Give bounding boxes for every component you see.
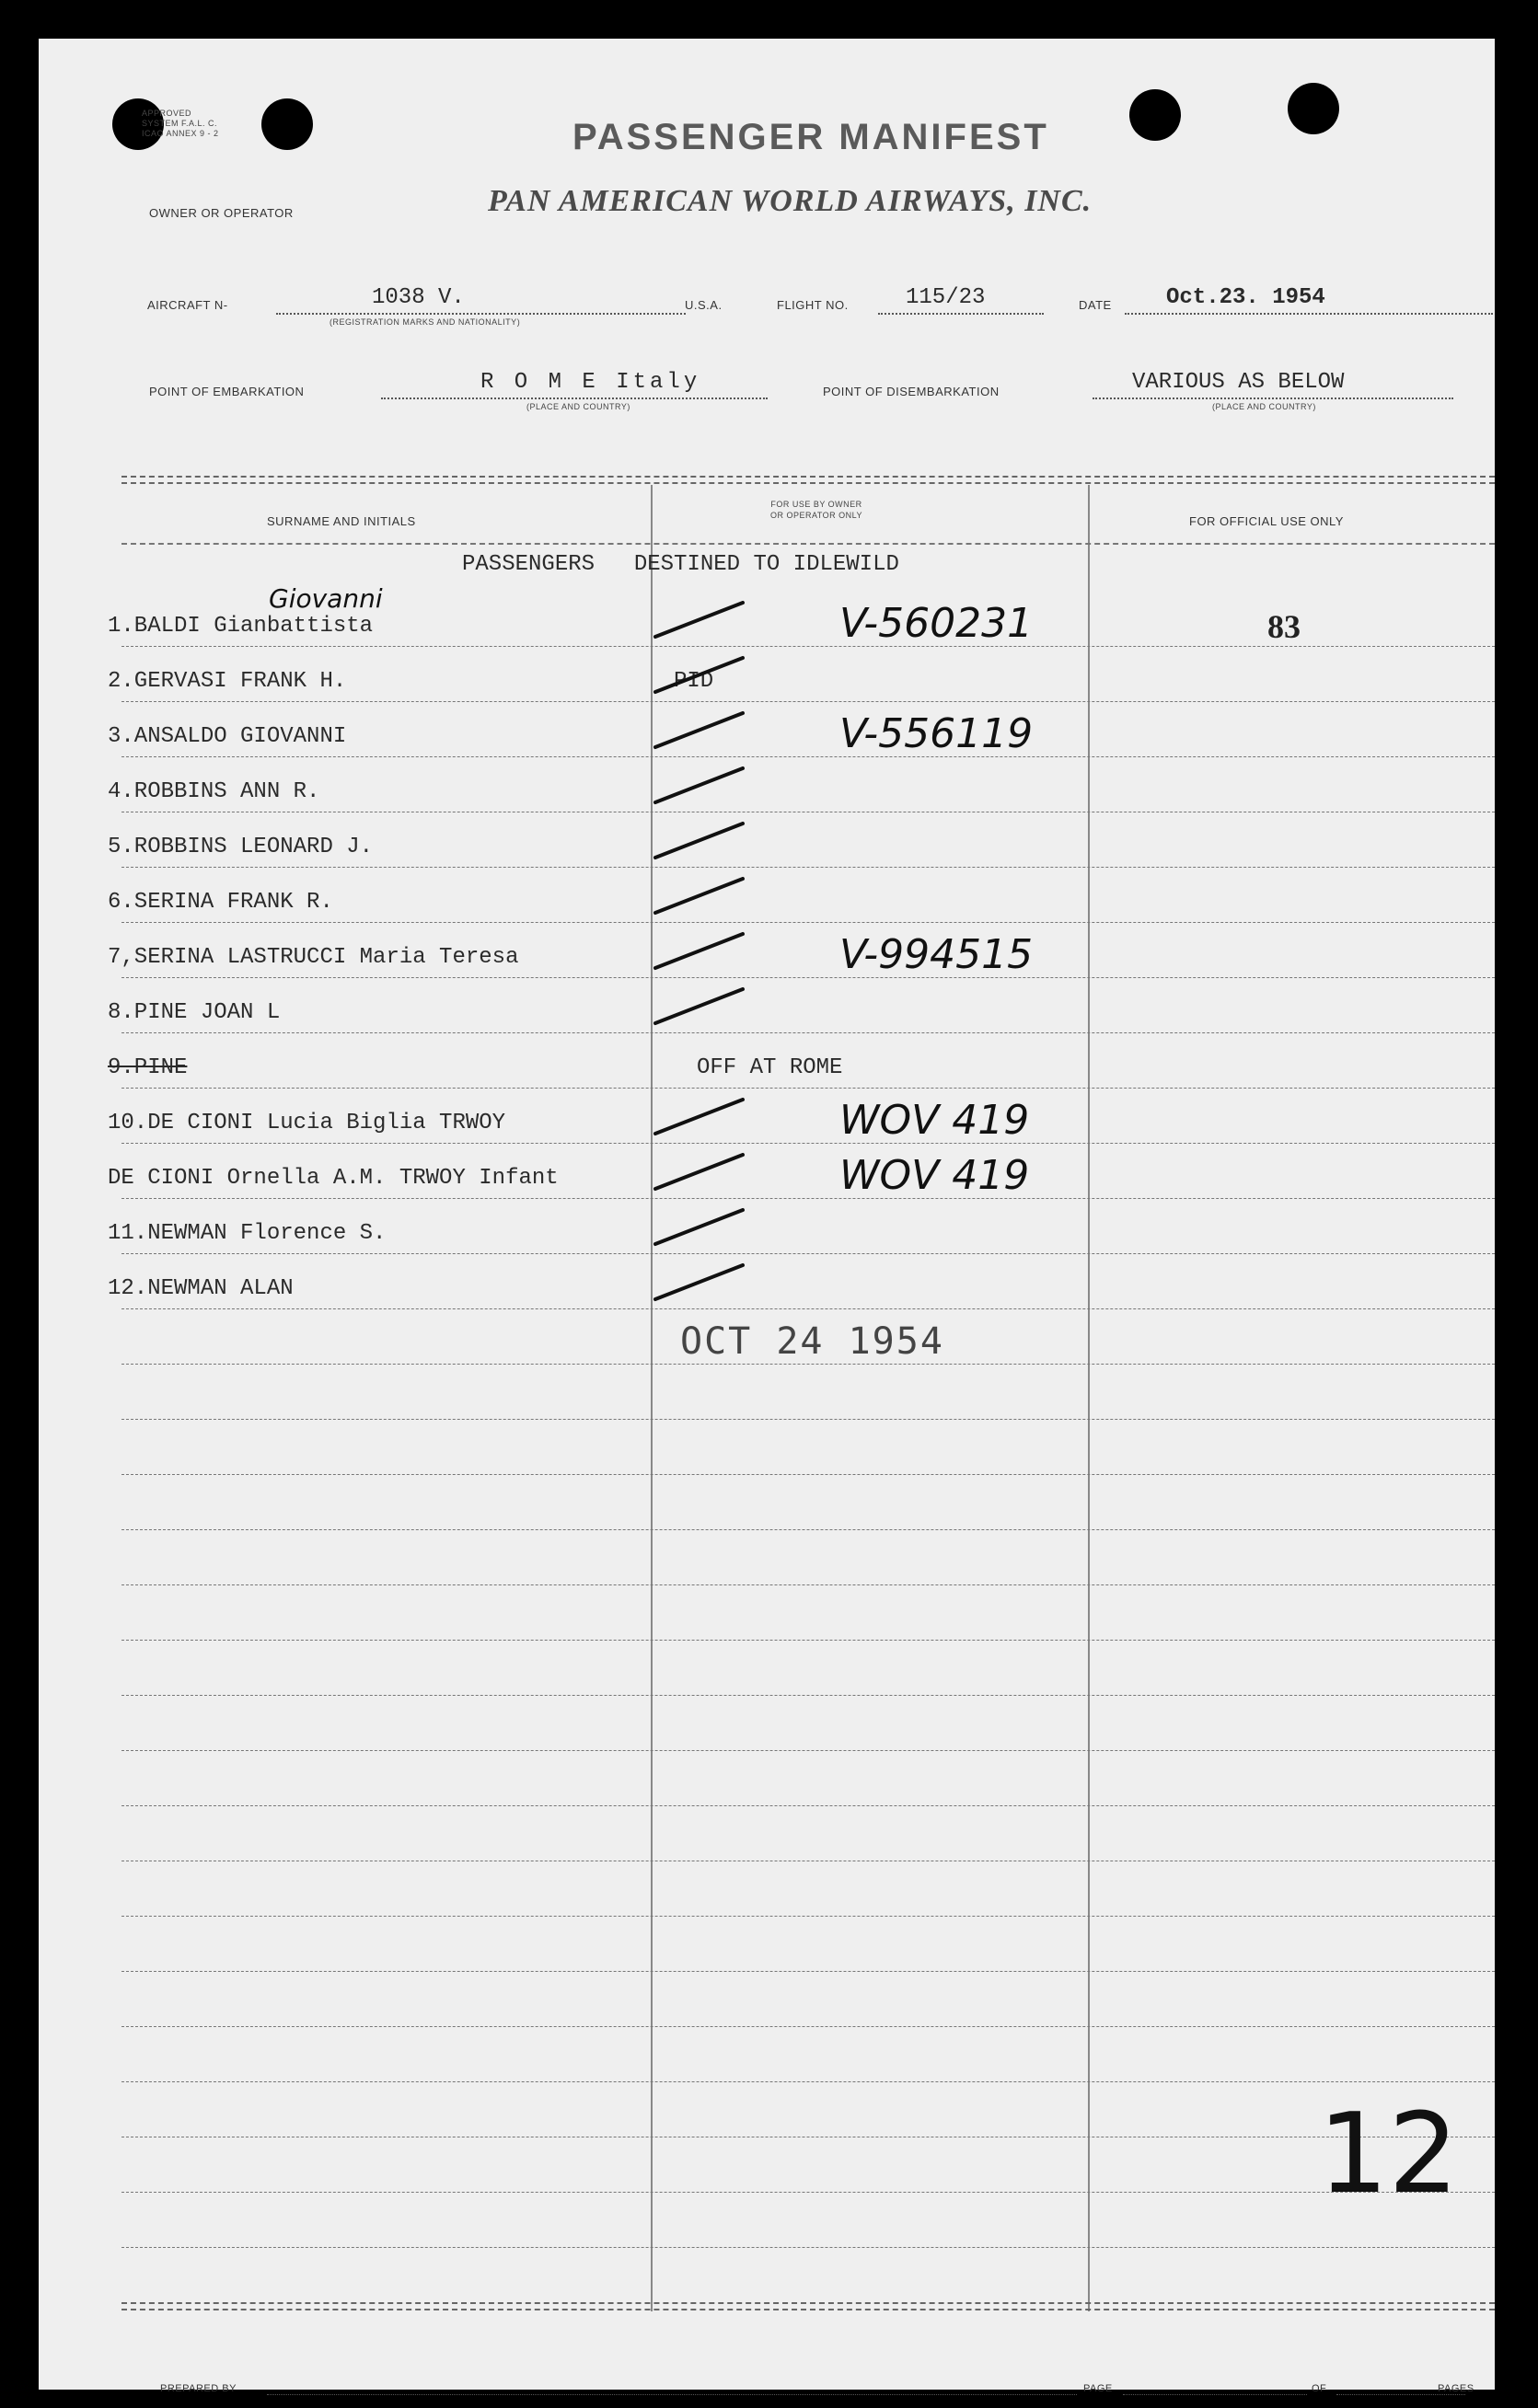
column-header-surname: SURNAME AND INITIALS <box>267 514 416 528</box>
ruled-line <box>121 756 1495 757</box>
column-header-owner-use <box>770 499 862 521</box>
ruled-line <box>121 1750 1495 1751</box>
ruled-line <box>121 1253 1495 1254</box>
approval-line: ICAO ANNEX 9 - 2 <box>142 129 219 138</box>
owner-label: OWNER OR OPERATOR <box>149 206 294 220</box>
ruled-line <box>121 1198 1495 1199</box>
column-header-official: FOR OFFICIAL USE ONLY <box>1189 514 1344 528</box>
passenger-name: 1.BALDI Gianbattista <box>108 614 374 639</box>
flight-value: 115/23 <box>906 285 986 310</box>
punch-hole <box>1129 89 1181 141</box>
page-label: PAGE <box>1083 2383 1113 2394</box>
date-stamp: OCT 24 1954 <box>680 1320 944 1363</box>
ruled-line <box>121 867 1495 868</box>
passenger-name: 9.PINE <box>108 1055 188 1080</box>
operator-name: PAN AMERICAN WORLD AIRWAYS, INC. <box>488 184 1093 218</box>
check-mark-icon <box>646 706 757 761</box>
pages-label: PAGES <box>1438 2383 1474 2394</box>
handwritten-code: WOV 419 <box>839 1097 1030 1144</box>
disembarkation-label: POINT OF DISEMBARKATION <box>823 385 1000 398</box>
manifest-page <box>39 39 1495 2394</box>
flight-label: FLIGHT NO. <box>777 298 849 312</box>
passenger-name: 7,SERINA LASTRUCCI Maria Teresa <box>108 945 519 970</box>
form-title: PASSENGER MANIFEST <box>572 117 1049 157</box>
ruled-line <box>121 646 1495 647</box>
ruled-line <box>121 1584 1495 1585</box>
column-divider <box>1088 485 1090 2311</box>
ruled-line <box>121 1419 1495 1420</box>
handwritten-code: WOV 419 <box>839 1152 1030 1199</box>
approval-line: SYSTEM F.A.L. C. <box>142 119 218 128</box>
handwritten-code: V-556119 <box>839 710 1034 757</box>
aircraft-value: 1038 V. <box>372 285 465 310</box>
of-label: OF <box>1312 2383 1327 2394</box>
passenger-name: 2.GERVASI FRANK H. <box>108 669 347 694</box>
official-number: 83 <box>1267 608 1301 645</box>
owner-use-line: OR OPERATOR ONLY <box>770 511 863 520</box>
ruled-line <box>121 1916 1495 1917</box>
check-mark-icon <box>646 816 757 871</box>
prepared-by-label: PREPARED BY <box>160 2383 237 2394</box>
registration-note: (REGISTRATION MARKS AND NATIONALITY) <box>330 317 521 327</box>
owner-note: PID <box>674 669 714 694</box>
ruled-line <box>121 977 1495 978</box>
check-mark-icon <box>646 595 757 651</box>
ruled-line <box>121 1308 1495 1309</box>
ruled-line <box>121 2192 1495 2193</box>
ruled-line <box>121 1529 1495 1530</box>
passenger-name: 10.DE CIONI Lucia Biglia TRWOY <box>108 1111 506 1135</box>
usa-label: U.S.A. <box>685 298 723 312</box>
passenger-name: 5.ROBBINS LEONARD J. <box>108 835 374 859</box>
passenger-name: 12.NEWMAN ALAN <box>108 1276 294 1301</box>
owner-note: OFF AT ROME <box>697 1055 843 1080</box>
check-mark-icon <box>646 1203 757 1258</box>
ruled-line <box>121 922 1495 923</box>
embarkation-label: POINT OF EMBARKATION <box>149 385 305 398</box>
ruled-line <box>121 2081 1495 2082</box>
passenger-name: 3.ANSALDO GIOVANNI <box>108 724 347 749</box>
section-heading <box>462 552 899 577</box>
ruled-line <box>121 1805 1495 1806</box>
ruled-line <box>121 1474 1495 1475</box>
approval-stamp <box>142 109 289 139</box>
approval-line: APPROVED <box>142 109 192 118</box>
ruled-line <box>121 1088 1495 1089</box>
embarkation-value: R O M E Italy <box>480 370 701 395</box>
passenger-name: 4.ROBBINS ANN R. <box>108 779 320 804</box>
passenger-name: 11.NEWMAN Florence S. <box>108 1221 387 1246</box>
place-country-note: (PLACE AND COUNTRY) <box>526 402 630 411</box>
ruled-line <box>121 1143 1495 1144</box>
aircraft-label: AIRCRAFT N- <box>147 298 228 312</box>
check-mark-icon <box>646 1258 757 1313</box>
punch-hole <box>1288 83 1339 134</box>
date-value: Oct.23. 1954 <box>1166 285 1325 310</box>
check-mark-icon <box>646 927 757 982</box>
check-mark-icon <box>646 651 757 706</box>
section-heading-part: DESTINED TO IDLEWILD <box>633 552 899 577</box>
ruled-line <box>121 1640 1495 1641</box>
check-mark-icon <box>646 871 757 927</box>
ruled-line <box>121 1364 1495 1365</box>
place-country-note-2: (PLACE AND COUNTRY) <box>1212 402 1316 411</box>
handwritten-code: V-560231 <box>839 600 1034 647</box>
check-mark-icon <box>646 761 757 816</box>
check-mark-icon <box>646 1092 757 1147</box>
check-mark-icon <box>646 982 757 1037</box>
ruled-line <box>121 1695 1495 1696</box>
owner-use-line: FOR USE BY OWNER <box>770 500 862 509</box>
passenger-name: 8.PINE JOAN L <box>108 1000 281 1025</box>
passenger-name: 6.SERINA FRANK R. <box>108 890 333 915</box>
page-mark: 12 <box>1318 2091 1459 2218</box>
ruled-line <box>121 2026 1495 2027</box>
date-label: DATE <box>1079 298 1112 312</box>
section-heading-part: PASSENGERS <box>462 552 596 577</box>
ruled-line <box>121 1032 1495 1033</box>
check-mark-icon <box>646 1147 757 1203</box>
passenger-name: DE CIONI Ornella A.M. TRWOY Infant <box>108 1166 559 1191</box>
ruled-line <box>121 2247 1495 2248</box>
handwritten-code: V-994515 <box>839 931 1034 978</box>
handwritten-correction: Giovanni <box>269 583 383 614</box>
ruled-line <box>121 701 1495 702</box>
ruled-line <box>121 1971 1495 1972</box>
disembarkation-value: VARIOUS AS BELOW <box>1132 370 1345 395</box>
